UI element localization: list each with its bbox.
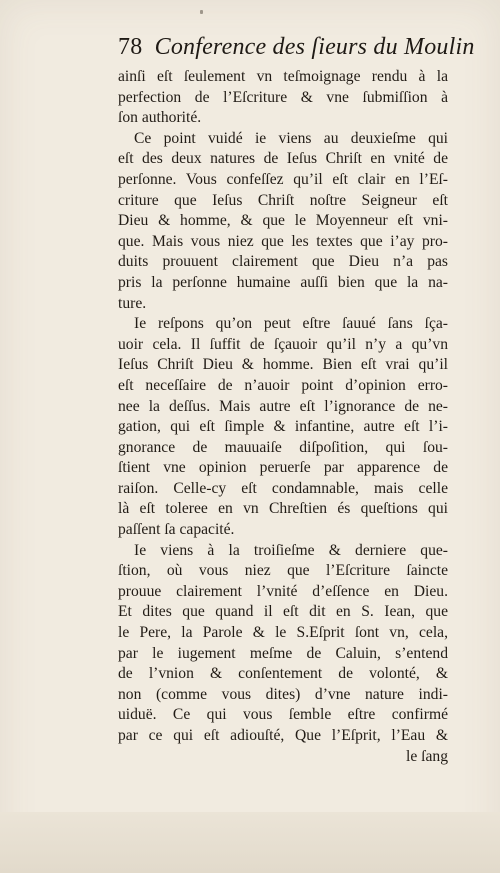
text-line: gation, qui eſt ſimple & infantine, autre eſt l’i- (118, 418, 448, 436)
text-line: ſtient vne opinion peruerſe par apparence de (118, 459, 448, 477)
text-line: Ie reſpons qu’on peut eſtre ſauué ſans ſça- (134, 315, 448, 333)
text-line: le Pere, la Parole & le S.Eſprit ſont vn, cela, (118, 624, 448, 642)
text-line: par ce qui eſt adiouſté, Que l’Eſprit, l’Eau & (118, 727, 448, 744)
text-line: duits prouuent clairement que Dieu n’a pas (118, 253, 448, 271)
text-line: le ſang (406, 747, 448, 765)
text-line: criture que Ieſus Chriſt noſtre Seigneur eſt (118, 191, 448, 209)
text-line: là eſt toleree en vn Chreſtien és queſtions qui (118, 500, 448, 518)
ink-speck (200, 10, 203, 14)
text-line: uoir cela. Il ſuffit de ſçauoir qu’il n’y a qu’vn (118, 335, 448, 353)
text-line: par le iugement meſme de Caluin, s’entend (118, 644, 448, 662)
text-line: Ie viens à la troiſieſme & derniere que- (134, 541, 448, 559)
text-line: perfection de l’Eſcriture & vne ſubmiſſion à (118, 88, 448, 106)
text-line: non (comme vous dites) d’vne nature indi- (118, 685, 448, 703)
text-line: nee la deſſus. Mais autre eſt l’ignorance de ne- (118, 397, 448, 415)
running-header (118, 34, 475, 61)
text-line: paſſent ſa capacité. (118, 521, 235, 539)
text-line: uiduë. Ce qui vous ſemble eſtre confirmé (118, 706, 448, 724)
page-bottom-margin (0, 812, 500, 873)
text-line: de l’vnion & conſentement de volonté, & (118, 665, 448, 683)
text-line: gnorance de mauuaiſe diſpoſition, qui ſou- (118, 438, 448, 456)
body-text (118, 67, 448, 767)
text-line: ſtion, où vous niez que l’Eſcriture ſaincte (118, 562, 448, 580)
running-title: Conference des ſieurs du Moulin (154, 34, 475, 60)
text-line: Dieu & homme, & que le Moyenneur eſt vni- (118, 212, 448, 230)
text-line: perſonne. Vous confeſſez qu’il eſt clair en l’Eſ- (118, 170, 448, 188)
text-line: eſt neceſſaire de n’auoir point d’opinion erro- (118, 376, 448, 394)
page-number: 78 (118, 34, 143, 60)
text-line: pris la perſonne humaine auſſi bien que la na- (118, 273, 448, 291)
text-line: Et dites que quand il eſt dit en S. Iean, que (118, 603, 448, 621)
text-line: Ce point vuidé ie viens au deuxieſme qui (134, 129, 448, 147)
text-line: eſt des deux natures de Ieſus Chriſt en vnité de (118, 150, 448, 168)
text-line: que. Mais vous niez que les textes que i’ay pro- (118, 232, 448, 250)
text-line: ainſi eſt ſeulement vn teſmoignage rendu à la (118, 68, 448, 85)
text-line: prouue clairement l’vnité d’eſſence en Dieu. (118, 582, 448, 600)
text-line: ſon authorité. (118, 109, 202, 127)
text-line: Ieſus Chriſt Dieu & homme. Bien eſt vrai qu’il (118, 356, 448, 374)
text-line: ture. (118, 294, 147, 312)
text-line: raiſon. Celle-cy eſt condamnable, mais celle (118, 479, 448, 497)
